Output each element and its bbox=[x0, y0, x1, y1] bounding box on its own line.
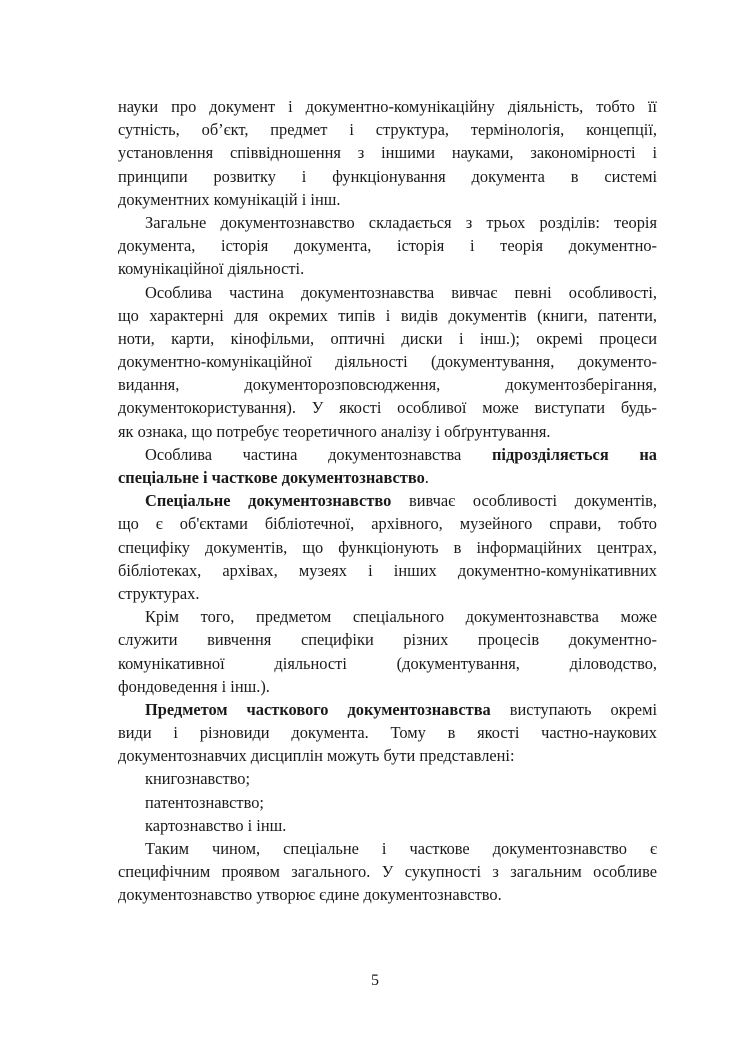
text-line bbox=[118, 443, 657, 466]
text-line bbox=[118, 582, 657, 605]
text-line bbox=[118, 512, 657, 535]
text-line bbox=[118, 141, 657, 164]
text-run: види і різновиди документа. Тому в якості частно-наукових bbox=[118, 723, 657, 743]
text-line bbox=[118, 257, 657, 280]
text-line bbox=[118, 327, 657, 350]
text-line bbox=[118, 814, 657, 837]
text-run: комунікативної діяльності (документування, діловодство, bbox=[118, 653, 657, 673]
text-run: . bbox=[424, 468, 429, 487]
text-run: документних комунікацій і інш. bbox=[118, 189, 341, 209]
text-line bbox=[118, 536, 657, 559]
text-line bbox=[118, 698, 657, 721]
text-line bbox=[118, 188, 657, 211]
text-run: документознавство утворює єдине документознавство. bbox=[118, 885, 502, 905]
text-run: Загальне документознавство складається з трьох розділів: теорія bbox=[145, 212, 657, 232]
text-run: принципи розвитку і функціонування документа в системі bbox=[118, 166, 657, 186]
text-line bbox=[118, 350, 657, 373]
text-run: документознавчих дисциплін можуть бути представлені: bbox=[118, 746, 515, 766]
text-line bbox=[118, 281, 657, 304]
text-run: сутність, об’єкт, предмет і структура, термінологія, концепції, bbox=[118, 120, 657, 140]
text-run: установлення співвідношення з іншими науками, закономірності і bbox=[118, 143, 657, 163]
text-run: що є об'єктами бібліотечної, архівного, музейного справи, тобто bbox=[118, 514, 657, 534]
text-run: картознавство і інш. bbox=[145, 815, 287, 835]
text-run: патентознавство; bbox=[145, 792, 264, 812]
text-run: науки про документ і документно-комунікаційну діяльність, тобто її bbox=[118, 97, 657, 116]
text-line bbox=[118, 883, 657, 906]
text-run: специфічним проявом загального. У сукупності з загальним особливе bbox=[118, 862, 657, 882]
text-run: документокористування). У якості особливої може виступати будь- bbox=[118, 398, 657, 418]
text-run: ноти, карти, кінофільми, оптичні диски і інш.); окремі процеси bbox=[118, 328, 657, 348]
text-run: комунікаційної діяльності. bbox=[118, 259, 305, 279]
text-line bbox=[118, 675, 657, 698]
text-line bbox=[118, 396, 657, 419]
text-run: Особлива частина документознавства bbox=[145, 444, 492, 464]
text-run: як ознака, що потребує теоретичного аналізу і обґрунтування. bbox=[118, 421, 551, 441]
text-line bbox=[118, 489, 657, 512]
text-line bbox=[118, 559, 657, 582]
text-run: виступають окремі bbox=[490, 699, 657, 719]
text-line bbox=[118, 652, 657, 675]
text-line bbox=[118, 837, 657, 860]
text-line bbox=[118, 234, 657, 257]
text-run: вивчає особливості документів, bbox=[391, 491, 657, 511]
text-line bbox=[118, 605, 657, 628]
text-line bbox=[118, 791, 657, 814]
bold-term: спеціальне і часткове документознавство bbox=[118, 468, 425, 487]
text-run: документа, історія документа, історія і теорія документно- bbox=[118, 236, 657, 256]
text-line bbox=[118, 628, 657, 651]
text-line bbox=[118, 721, 657, 744]
text-run: фондоведення і інш.). bbox=[118, 676, 270, 696]
text-run: бібліотеках, архівах, музеях і інших документно-комунікативних bbox=[118, 560, 657, 580]
text-run: книгознавство; bbox=[145, 769, 250, 789]
text-line bbox=[118, 373, 657, 396]
text-line bbox=[118, 95, 657, 118]
text-line bbox=[118, 420, 657, 443]
text-line bbox=[118, 165, 657, 188]
text-run: документно-комунікаційної діяльності (документування, документо- bbox=[118, 352, 657, 372]
bold-term: підрозділяється на bbox=[491, 444, 657, 464]
text-line bbox=[118, 860, 657, 883]
text-line bbox=[118, 767, 657, 790]
text-run: видання, документорозповсюдження, документозберігання, bbox=[118, 375, 657, 395]
text-run: що характерні для окремих типів і видів документів (книги, патенти, bbox=[118, 305, 657, 325]
text-run: Крім того, предметом спеціального документознавства може bbox=[145, 607, 657, 627]
text-run: служити вивчення специфіки різних процесів документно- bbox=[118, 630, 657, 650]
text-run: Особлива частина документознавства вивчає певні особливості, bbox=[145, 282, 657, 302]
text-run: структурах. bbox=[118, 583, 200, 603]
text-run: Таким чином, спеціальне і часткове документознавство є bbox=[145, 839, 657, 858]
text-run: специфіку документів, що функціонують в інформаційних центрах, bbox=[118, 537, 657, 557]
bold-term: Предметом часткового документознавства bbox=[145, 699, 491, 719]
text-line bbox=[118, 211, 657, 234]
bold-term: Спеціальне документознавство bbox=[145, 491, 392, 511]
text-line bbox=[118, 304, 657, 327]
page-number: 5 bbox=[371, 972, 379, 989]
text-line bbox=[118, 744, 657, 767]
body-text bbox=[118, 95, 657, 907]
text-line bbox=[118, 118, 657, 141]
text-line bbox=[118, 466, 657, 489]
